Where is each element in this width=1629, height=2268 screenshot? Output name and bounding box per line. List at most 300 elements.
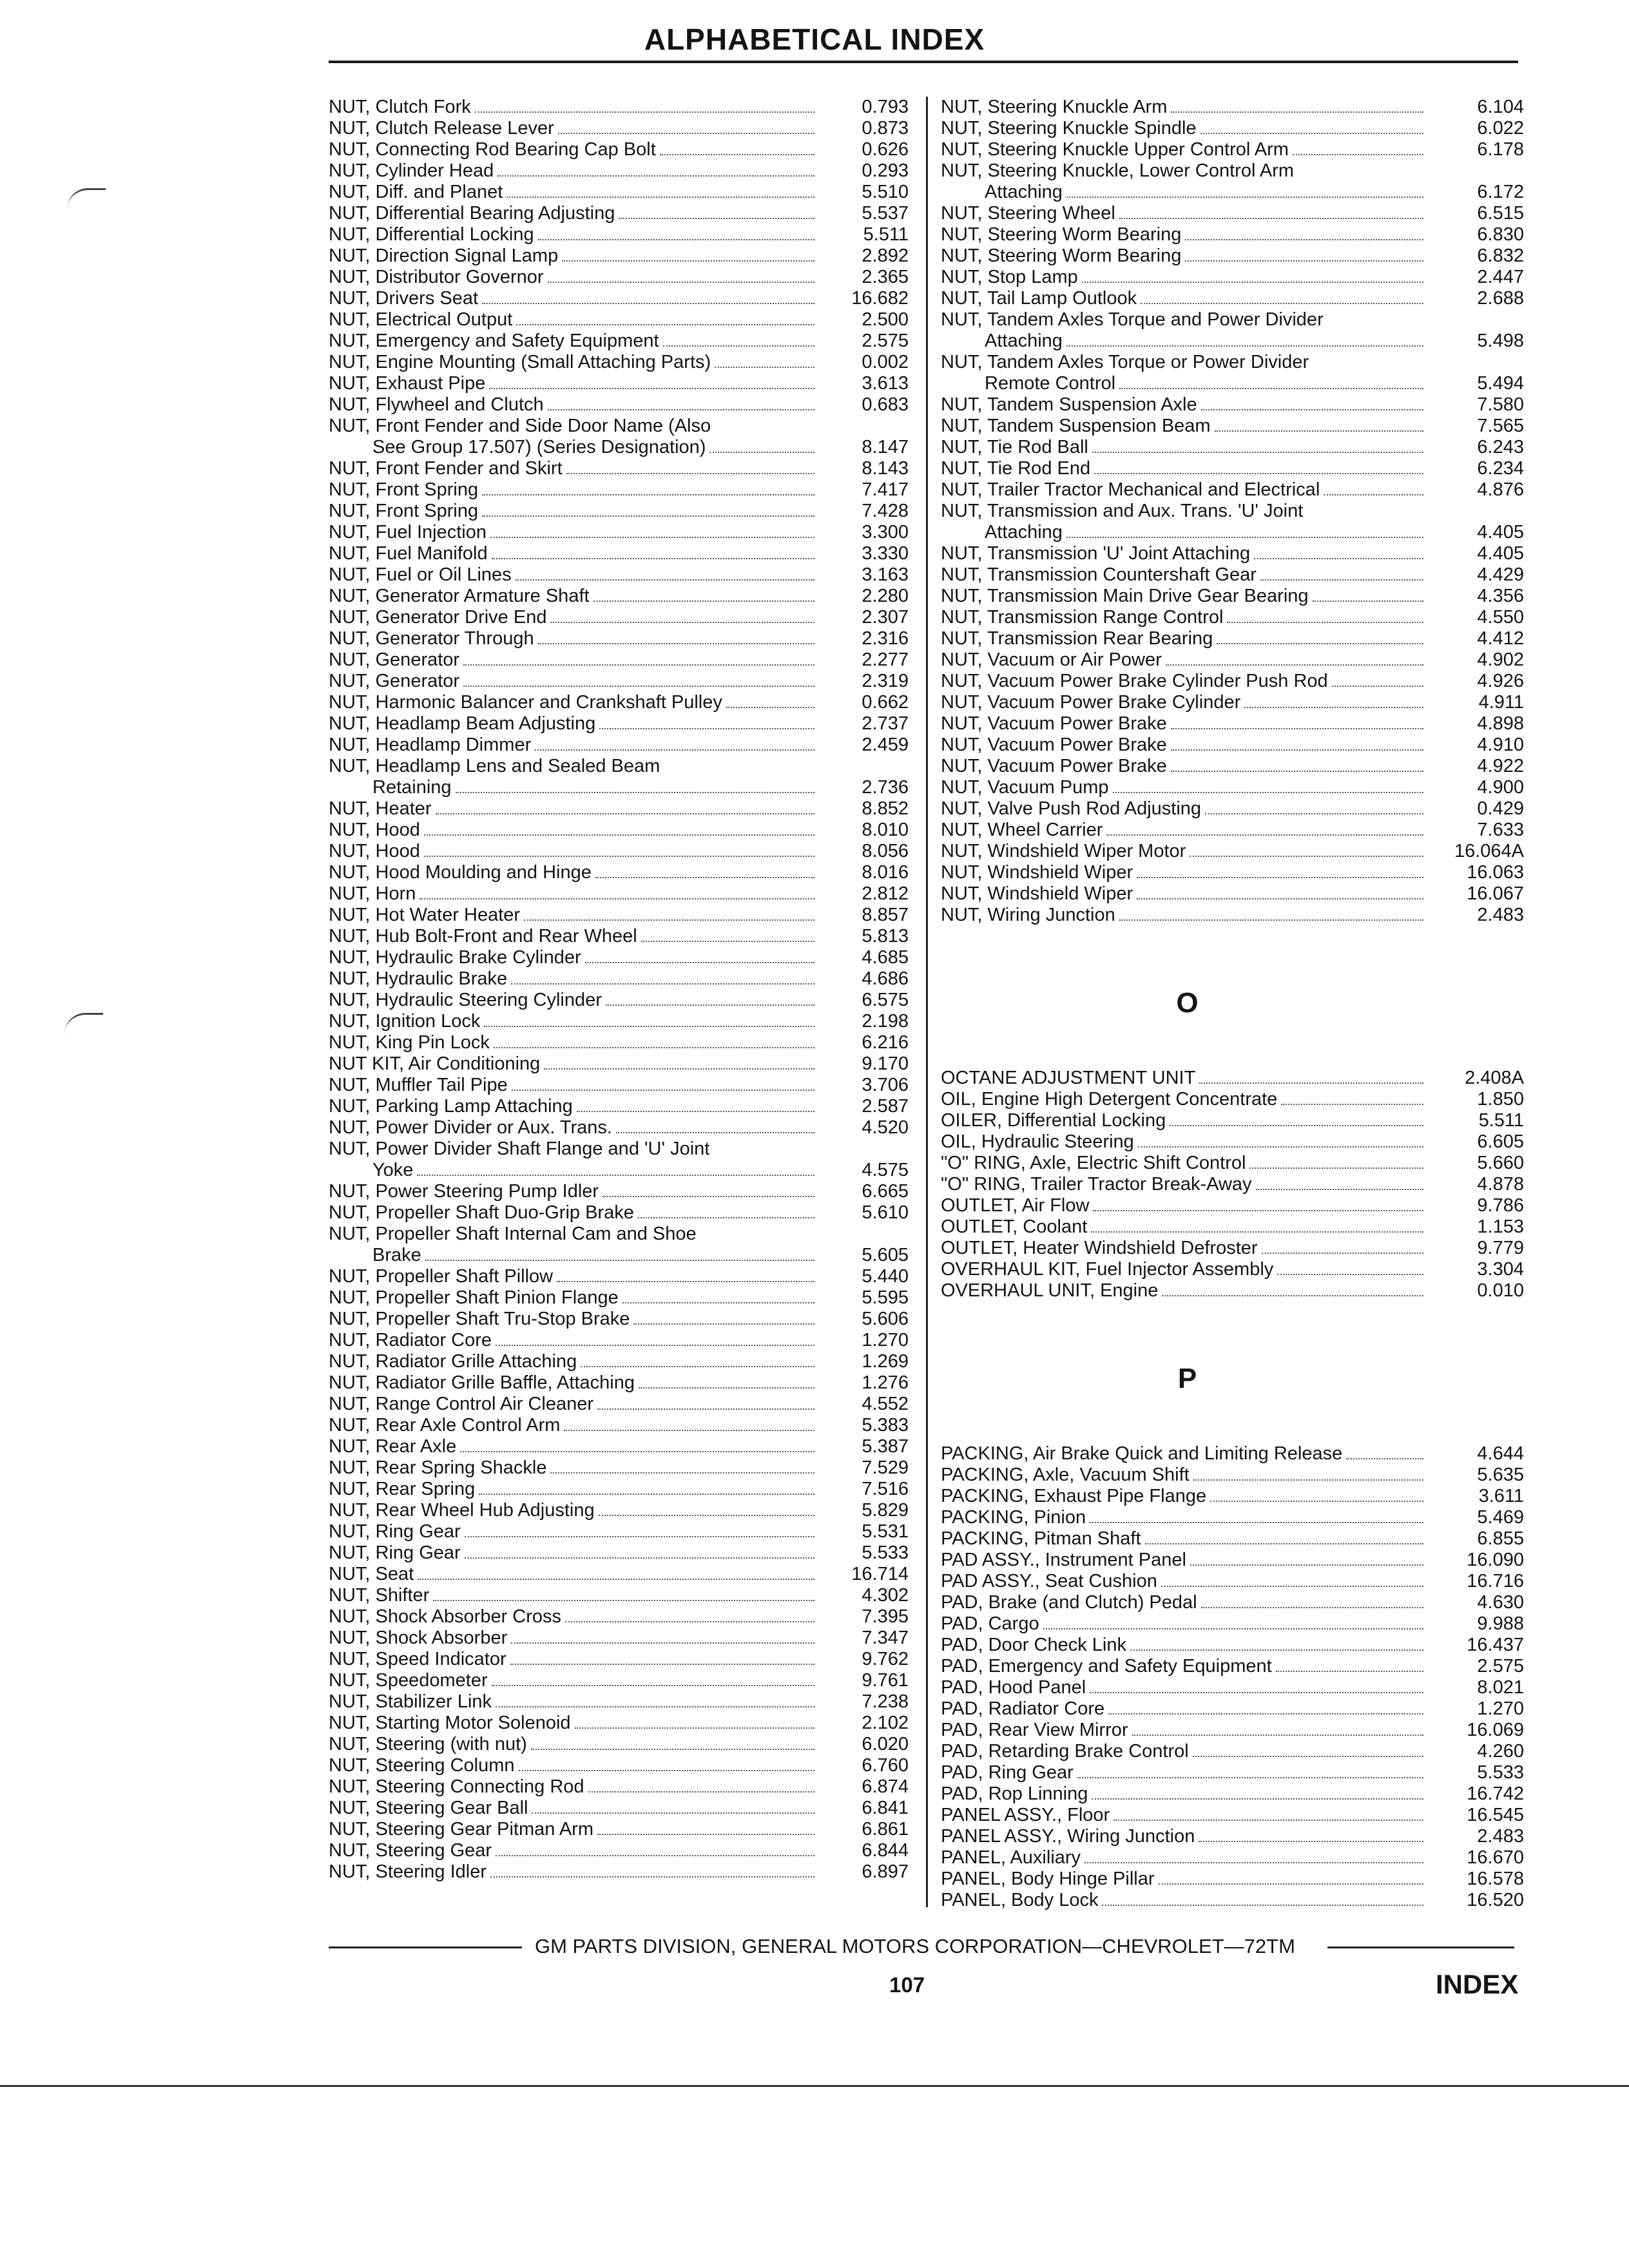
entry-label-line: [941, 1592, 1427, 1613]
entry-label-line: [329, 1202, 818, 1224]
entry-reference-number: 6.575: [862, 990, 909, 1010]
index-entry: [941, 713, 1524, 735]
entry-label-line: [329, 1606, 818, 1628]
entry-label: NUT, Steering Knuckle Arm: [941, 97, 1168, 117]
entry-label-line: [329, 458, 818, 479]
leader-dots: [418, 1579, 815, 1580]
leader-dots: [1119, 388, 1423, 389]
entry-label-line: [941, 713, 1427, 735]
entry-label-line-start: [329, 1224, 818, 1245]
entry-label: NUT KIT, Air Conditioning: [329, 1053, 541, 1074]
entry-reference-number: 1.276: [862, 1372, 909, 1393]
entry-label-line-start: [941, 501, 1427, 522]
leader-dots: [436, 813, 815, 814]
index-entry: [329, 373, 909, 394]
entry-reference-number: 1.850: [1477, 1089, 1524, 1110]
entry-reference-number: 6.234: [1477, 458, 1524, 479]
entry-label-line: [329, 564, 818, 586]
entry-reference-number: 0.429: [1477, 798, 1524, 819]
entry-reference-number: 5.440: [862, 1266, 909, 1287]
entry-label-line: [941, 416, 1427, 437]
entry-label: NUT, Drivers Seat: [329, 288, 479, 309]
leader-dots: [1171, 111, 1423, 113]
index-entry: [329, 628, 909, 649]
index-entry: [941, 1174, 1524, 1195]
leader-dots: [1260, 579, 1423, 581]
entry-label: NUT, Windshield Wiper: [941, 862, 1133, 883]
entry-label: PACKING, Axle, Vacuum Shift: [941, 1465, 1190, 1485]
index-entry: [941, 905, 1524, 926]
entry-reference-number: 2.483: [1477, 905, 1524, 925]
entry-label: NUT, Differential Locking: [329, 224, 534, 245]
entry-reference-number: 1.270: [862, 1330, 909, 1350]
leader-dots: [1130, 1649, 1423, 1651]
entry-reference-number: 5.511: [1478, 1110, 1524, 1131]
entry-label: NUT, Front Spring: [329, 501, 479, 521]
leader-dots: [1249, 1168, 1423, 1169]
entry-label-line: [329, 1755, 818, 1776]
index-entry: [941, 1153, 1524, 1174]
index-entry: [941, 1195, 1524, 1216]
entry-label: NUT, Transmission and Aux. Trans. 'U' Joint: [941, 501, 1304, 521]
left-index-column: [329, 97, 909, 1883]
index-entry: [329, 479, 909, 501]
index-entry: [941, 543, 1524, 564]
leader-dots: [550, 622, 815, 623]
leader-dots: [492, 558, 815, 559]
entry-reference-number: 2.737: [862, 713, 909, 734]
index-entry: [329, 416, 909, 458]
leader-dots: [557, 1281, 815, 1282]
entry-label-line: [941, 883, 1427, 905]
entry-label: NUT, Transmission 'U' Joint Attaching: [941, 543, 1251, 564]
entry-label: NUT, Flywheel and Clutch: [329, 394, 544, 415]
entry-label-line: [941, 1443, 1427, 1465]
entry-label-line: [329, 501, 818, 522]
footer-publisher: GM PARTS DIVISION, GENERAL MOTORS CORPORATION—CHEVROLET—72TM: [535, 1935, 1295, 1957]
entry-reference-number: 6.515: [1477, 203, 1524, 224]
entry-reference-number: 3.304: [1477, 1259, 1524, 1280]
index-entry: [329, 1436, 909, 1457]
entry-label: OILER, Differential Locking: [941, 1110, 1166, 1131]
leader-dots: [456, 792, 815, 793]
leader-dots: [535, 749, 815, 751]
index-entry: [941, 288, 1524, 309]
leader-dots: [726, 707, 815, 708]
leader-dots: [538, 239, 815, 240]
entry-label: NUT, Power Divider Shaft Flange and 'U' Joint: [329, 1139, 710, 1159]
index-entry: [329, 1691, 909, 1713]
index-entry: [329, 1798, 909, 1819]
leader-dots: [641, 941, 815, 942]
entry-label-line: [941, 1847, 1427, 1869]
leader-dots: [506, 197, 815, 198]
entry-reference-number: 6.665: [862, 1181, 909, 1202]
entry-label-line: [329, 160, 818, 182]
entry-label: PAD ASSY., Seat Cushion: [941, 1571, 1157, 1591]
leader-dots: [588, 1791, 815, 1792]
leader-dots: [581, 1366, 815, 1367]
entry-label: NUT, Fuel or Oil Lines: [329, 564, 512, 585]
leader-dots: [1141, 303, 1423, 304]
entry-label-line: [941, 820, 1427, 841]
leader-dots: [663, 345, 815, 347]
entry-label: OIL, Engine High Detergent Concentrate: [941, 1089, 1278, 1110]
entry-label-line: [329, 1564, 818, 1585]
index-entry: [941, 671, 1524, 692]
entry-label: NUT, Valve Push Rod Adjusting: [941, 798, 1202, 819]
entry-reference-number: 5.469: [1477, 1507, 1524, 1528]
leader-dots: [1201, 1607, 1423, 1608]
entry-label: PAD, Hood Panel: [941, 1677, 1086, 1698]
entry-label-line: [329, 309, 818, 331]
leader-dots: [1159, 1883, 1423, 1885]
index-entry: [941, 1741, 1524, 1762]
index-entry: [329, 1309, 909, 1330]
entry-label-line: [941, 564, 1427, 586]
entry-label: PAD, Rop Linning: [941, 1783, 1088, 1804]
footer-rule-right: [1327, 1946, 1514, 1948]
entry-label: NUT, Distributor Governor: [329, 267, 544, 287]
entry-reference-number: 2.575: [1477, 1656, 1524, 1677]
entry-label-line: [941, 245, 1427, 267]
entry-reference-number: 2.365: [862, 267, 909, 287]
leader-dots: [1092, 452, 1423, 453]
entry-label-line: [329, 968, 818, 990]
index-entry: [941, 1592, 1524, 1613]
entry-label: PAD, Cargo: [941, 1613, 1039, 1634]
entry-label: NUT, Speedometer: [329, 1670, 488, 1691]
entry-reference-number: 9.170: [862, 1053, 909, 1074]
leader-dots: [1170, 1125, 1423, 1126]
entry-reference-number: 4.302: [862, 1585, 909, 1606]
entry-reference-number: 6.243: [1477, 437, 1524, 457]
entry-label-line: [941, 1089, 1427, 1110]
n-entries-continued: [941, 97, 1524, 926]
leader-dots: [660, 154, 815, 155]
entry-label: NUT, Emergency and Safety Equipment: [329, 331, 659, 351]
entry-label: NUT, Diff. and Planet: [329, 182, 503, 202]
entry-label-line: [941, 1805, 1427, 1826]
entry-label: NUT, Shock Absorber: [329, 1628, 508, 1648]
index-entry: [941, 1089, 1524, 1110]
entry-label: NUT, Power Steering Pump Idler: [329, 1181, 599, 1202]
index-entry: [329, 968, 909, 990]
index-entry: [329, 883, 909, 905]
entry-label: NUT, Electrical Output: [329, 309, 513, 330]
entry-label-line: [329, 841, 818, 862]
entry-label: PAD, Emergency and Safety Equipment: [941, 1656, 1272, 1677]
index-entry: [941, 1068, 1524, 1089]
entry-reference-number: 9.779: [1477, 1238, 1524, 1258]
index-entry: [329, 160, 909, 182]
entry-label: NUT, Steering Worm Bearing: [941, 224, 1182, 245]
entry-label: NUT, Headlamp Lens and Sealed Beam: [329, 756, 660, 776]
entry-reference-number: 16.545: [1467, 1805, 1524, 1825]
leader-dots: [516, 324, 815, 325]
leader-dots: [1094, 473, 1423, 474]
entry-reference-number: 6.874: [862, 1776, 909, 1797]
entry-label: NUT, Exhaust Pipe: [329, 373, 486, 394]
entry-reference-number: 0.293: [862, 160, 909, 181]
entry-label-line: [941, 288, 1427, 309]
entry-label: NUT, Steering Connecting Rod: [329, 1776, 584, 1797]
entry-label-line: [329, 1160, 818, 1181]
entry-reference-number: 4.911: [1478, 692, 1524, 713]
entry-label: NUT, Steering (with nut): [329, 1734, 527, 1754]
leader-dots: [1313, 601, 1423, 602]
entry-reference-number: 5.660: [1477, 1153, 1524, 1173]
entry-reference-number: 6.841: [862, 1798, 909, 1818]
entry-label: PANEL ASSY., Floor: [941, 1805, 1110, 1825]
index-entry: [941, 1465, 1524, 1486]
entry-reference-number: 16.067: [1467, 883, 1524, 904]
leader-dots: [550, 1472, 815, 1474]
index-entry: [329, 1053, 909, 1075]
entry-label-line: [329, 926, 818, 947]
index-entry: [329, 1628, 909, 1649]
entry-label: OIL, Hydraulic Steering: [941, 1131, 1134, 1152]
entry-label-line: [329, 947, 818, 968]
index-entry: [329, 139, 909, 160]
entry-reference-number: 4.520: [862, 1117, 909, 1138]
entry-reference-number: 4.902: [1477, 649, 1524, 670]
entry-label-line: [329, 437, 818, 458]
entry-reference-number: 16.090: [1467, 1550, 1524, 1570]
entry-label: NUT, Steering Column: [329, 1755, 515, 1776]
entry-label: NUT, Steering Wheel: [941, 203, 1115, 224]
entry-label: NUT, Vacuum Power Brake: [941, 713, 1167, 734]
entry-label: Retaining: [372, 777, 452, 798]
entry-label: NUT, Hot Water Heater: [329, 905, 521, 925]
entry-label: NUT, Generator Drive End: [329, 607, 547, 628]
index-entry: [941, 1238, 1524, 1259]
entry-reference-number: 6.830: [1477, 224, 1524, 245]
entry-reference-number: 4.260: [1477, 1741, 1524, 1762]
entry-label-line: [941, 756, 1427, 777]
page-number: 107: [889, 1973, 925, 1997]
leader-dots: [424, 856, 815, 857]
index-entry: [329, 905, 909, 926]
leader-dots: [433, 1600, 815, 1601]
entry-label: NUT, Engine Mounting (Small Attaching Parts): [329, 352, 711, 372]
entry-reference-number: 0.683: [862, 394, 909, 415]
entry-label: NUT, Propeller Shaft Pillow: [329, 1266, 554, 1287]
entry-label: NUT, Horn: [329, 883, 416, 904]
entry-label-line: [329, 1053, 818, 1075]
leader-dots: [492, 1685, 815, 1686]
leader-dots: [1102, 1905, 1423, 1906]
entry-label-line: [941, 139, 1427, 160]
entry-label-line: [329, 203, 818, 224]
entry-reference-number: 8.056: [862, 841, 909, 861]
entry-label: NUT, Generator Armature Shaft: [329, 586, 590, 606]
entry-label: OCTANE ADJUSTMENT UNIT: [941, 1068, 1196, 1088]
leader-dots: [531, 1749, 815, 1750]
entry-reference-number: 0.010: [1477, 1280, 1524, 1301]
entry-label: NUT, Shock Absorber Cross: [329, 1606, 562, 1627]
index-entry: [941, 756, 1524, 777]
index-entry: [329, 947, 909, 968]
entry-reference-number: 4.878: [1477, 1174, 1524, 1195]
entry-reference-number: 4.926: [1477, 671, 1524, 691]
entry-label-line: [329, 1628, 818, 1649]
entry-reference-number: 5.610: [862, 1202, 909, 1223]
entry-label-line: [329, 522, 818, 543]
entry-label-line-start: [329, 1139, 818, 1160]
entry-label-line: [941, 1741, 1427, 1762]
leader-dots: [417, 1175, 815, 1176]
entry-label: NUT, Rear Wheel Hub Adjusting: [329, 1500, 595, 1521]
index-entry: [329, 118, 909, 139]
entry-label-line: [941, 692, 1427, 713]
entry-label: NUT, Trailer Tractor Mechanical and Electrical: [941, 479, 1320, 500]
entry-label: NUT, Front Spring: [329, 479, 479, 500]
entry-reference-number: 3.706: [862, 1075, 909, 1095]
entry-label-line: [329, 182, 818, 203]
entry-label: Attaching: [985, 522, 1063, 543]
index-entry: [941, 1550, 1524, 1571]
index-entry: [941, 692, 1524, 713]
index-entry: [329, 692, 909, 713]
index-entry: [329, 607, 909, 628]
entry-label: NUT, Tie Rod End: [941, 458, 1091, 479]
leader-dots: [622, 1302, 815, 1303]
entry-label-line-start: [941, 309, 1427, 331]
entry-reference-number: 6.104: [1477, 97, 1524, 117]
entry-label: PAD, Rear View Mirror: [941, 1720, 1128, 1740]
index-entry: [329, 820, 909, 841]
entry-label: NUT, Rear Axle: [329, 1436, 457, 1457]
entry-label-line: [329, 1309, 818, 1330]
entry-label-line: [329, 1500, 818, 1521]
entry-reference-number: 4.405: [1477, 522, 1524, 543]
leader-dots: [633, 1323, 815, 1325]
index-entry: [329, 1224, 909, 1266]
entry-reference-number: 16.069: [1467, 1720, 1524, 1740]
entry-reference-number: 5.387: [862, 1436, 909, 1457]
entry-reference-number: 4.922: [1477, 756, 1524, 776]
entry-label: Yoke: [372, 1160, 414, 1180]
index-entry: [329, 224, 909, 245]
index-entry: [329, 586, 909, 607]
entry-label-line: [941, 1465, 1427, 1486]
entry-label: NUT, Headlamp Beam Adjusting: [329, 713, 596, 734]
entry-reference-number: 2.277: [862, 649, 909, 670]
entry-reference-number: 3.163: [862, 564, 909, 585]
entry-label: NUT, Power Divider or Aux. Trans.: [329, 1117, 612, 1138]
leader-dots: [1262, 1253, 1423, 1254]
entry-label: PANEL, Body Hinge Pillar: [941, 1869, 1155, 1889]
leader-dots: [602, 1196, 815, 1197]
entry-label: NUT, Tie Rod Ball: [941, 437, 1088, 457]
leader-dots: [482, 515, 815, 517]
entry-label-line: [941, 1720, 1427, 1741]
index-entry: [941, 628, 1524, 649]
entry-label-line: [941, 224, 1427, 245]
leader-dots: [639, 1387, 815, 1389]
index-entry: [329, 1415, 909, 1436]
entry-reference-number: 16.670: [1467, 1847, 1524, 1868]
index-entry: [941, 224, 1524, 245]
entry-label: NUT, Harmonic Balancer and Crankshaft Pulley: [329, 692, 722, 713]
entry-label-line: [329, 1394, 818, 1415]
entry-label-line: [329, 862, 818, 883]
entry-label: PACKING, Air Brake Quick and Limiting Release: [941, 1443, 1343, 1464]
leader-dots: [1108, 1713, 1423, 1715]
section-letter-p: P: [1177, 1363, 1197, 1394]
entry-label: NUT, Muffler Tail Pipe: [329, 1075, 508, 1095]
index-entry: [329, 564, 909, 586]
leader-dots: [1210, 1501, 1423, 1502]
index-entry: [329, 1606, 909, 1628]
index-entry: [329, 501, 909, 522]
leader-dots: [419, 898, 815, 899]
entry-label: NUT, Generator Through: [329, 628, 534, 649]
index-entry: [329, 522, 909, 543]
index-entry: [941, 607, 1524, 628]
entry-label-line-start: [329, 756, 818, 777]
entry-label-line: [941, 1613, 1427, 1635]
entry-label: NUT, Ring Gear: [329, 1542, 461, 1563]
entry-label-line: [941, 331, 1427, 352]
index-entry: [329, 1542, 909, 1564]
index-entry: [941, 1443, 1524, 1465]
leader-dots: [1190, 856, 1423, 857]
p-entries: [941, 1443, 1524, 1911]
entry-label-line: [941, 1571, 1427, 1592]
leader-dots: [519, 1770, 815, 1771]
leader-dots: [566, 473, 815, 474]
entry-reference-number: 1.270: [1477, 1698, 1524, 1719]
index-entry: [941, 1890, 1524, 1911]
entry-reference-number: 8.852: [862, 798, 909, 819]
leader-dots: [1254, 558, 1423, 559]
entry-label: NUT, Tail Lamp Outlook: [941, 288, 1137, 309]
index-entry: [941, 1869, 1524, 1890]
entry-reference-number: 9.762: [862, 1649, 909, 1669]
entry-label-line: [941, 203, 1427, 224]
entry-reference-number: 2.736: [862, 777, 909, 798]
leader-dots: [1171, 749, 1423, 751]
entry-reference-number: 4.405: [1477, 543, 1524, 564]
index-entry: [329, 1394, 909, 1415]
leader-dots: [496, 1706, 815, 1707]
entry-reference-number: 5.595: [862, 1287, 909, 1308]
entry-label-line: [941, 777, 1427, 798]
entry-label: NUT, Vacuum Power Brake: [941, 756, 1167, 776]
index-entry: [941, 1280, 1524, 1302]
leader-dots: [564, 1430, 815, 1431]
index-entry: [329, 1755, 909, 1776]
entry-label: NUT, Vacuum Pump: [941, 777, 1109, 798]
entry-reference-number: 2.892: [862, 245, 909, 266]
leader-dots: [593, 601, 815, 602]
index-entry: [941, 586, 1524, 607]
entry-label: PANEL ASSY., Wiring Junction: [941, 1826, 1195, 1847]
entry-label-line: [941, 862, 1427, 883]
leader-dots: [1092, 1798, 1423, 1800]
index-entry: [941, 1783, 1524, 1805]
leader-dots: [479, 1494, 815, 1495]
entry-label: OVERHAUL UNIT, Engine: [941, 1280, 1159, 1301]
entry-label-line: [941, 1280, 1427, 1302]
entry-label: NUT, Front Fender and Skirt: [329, 458, 563, 479]
entry-reference-number: 4.552: [862, 1394, 909, 1414]
leader-dots: [544, 1068, 815, 1070]
entry-reference-number: 4.412: [1477, 628, 1524, 649]
index-entry: [941, 1677, 1524, 1698]
